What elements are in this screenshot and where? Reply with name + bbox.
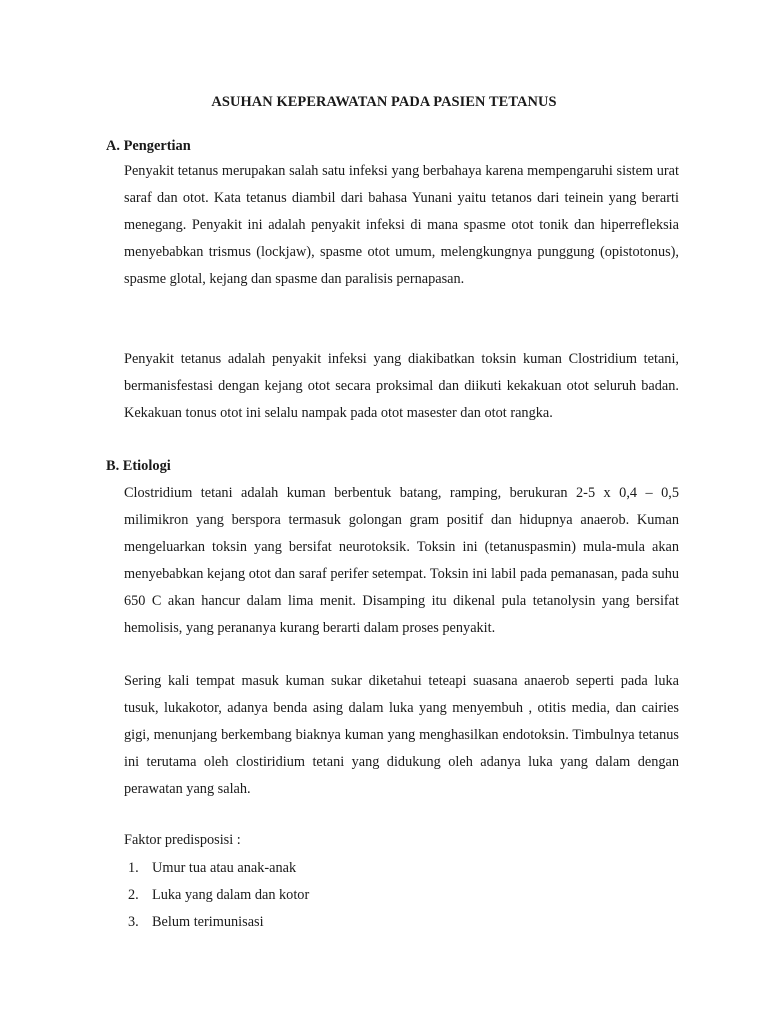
list-intro: Faktor predisposisi : [124,832,241,848]
list-item-text: Belum terimunisasi [152,914,264,930]
section-heading-pengertian: A. Pengertian [106,138,191,154]
document-title: ASUHAN KEPERAWATAN PADA PASIEN TETANUS [211,94,557,110]
list-item-number: 2. [128,887,139,903]
list-item-text: Luka yang dalam dan kotor [152,887,310,903]
paragraph-pengertian-2: Penyakit tetanus adalah penyakit infeksi yang diakibatkan toksin kuman Clostridium tetani, bermanisfestasi dengan kejang otot secara proksimal dan diikuti kekakuan otot seluruh badan. Kekakuan tonus otot ini selalu nampak pada otot masester dan otot rangka. [124,351,679,421]
list-item [124,858,296,878]
paragraph-etiologi-2: Sering kali tempat masuk kuman sukar diketahui teteapi suasana anaerob seperti pada luka tusuk, lukakotor, adanya benda asing dalam luka yang menyembuh , otitis media, dan cairies gigi, menunjang berkembang biaknya kuman yang menghasilkan endotoksin. Timbulnya tetanus ini terutama oleh clostiridium tetani yang didukung oleh adanya luka yang dalam dengan perawatan yang salah. [124,673,679,797]
list-item-number: 1. [128,860,139,876]
list-item [124,885,309,905]
paragraph-etiologi-1: Clostridium tetani adalah kuman berbentuk batang, ramping, berukuran 2-5 x 0,4 – 0,5 milimikron yang berspora termasuk golongan gram positif dan hidupnya anaerob. Kuman mengeluarkan toksin yang bersifat neurotoksik. Toksin ini (tetanuspasmin) mula-mula akan menyebabkan kejang otot dan saraf perifer setempat. Toksin ini labil pada pemanasan, pada suhu 650 C akan hancur dalam lima menit. Disamping itu dikenal pula tetanolysin yang bersifat hemolisis, yang perananya kurang berarti dalam proses penyakit. [124,485,679,636]
paragraph-pengertian-1: Penyakit tetanus merupakan salah satu infeksi yang berbahaya karena mempengaruhi sistem urat saraf dan otot. Kata tetanus diambil dari bahasa Yunani yaitu tetanos dari teinein yang berarti menegang. Penyakit ini adalah penyakit infeksi di mana spasme otot tonik dan hiperrefleksia menyebabkan trismus (lockjaw), spasme otot umum, melengkungnya punggung (opistotonus), spasme glotal, kejang dan spasme dan paralisis pernapasan. [124,163,679,287]
section-heading-etiologi: B. Etiologi [106,458,171,474]
list-item-text: Umur tua atau anak-anak [152,860,297,876]
list-item-number: 3. [128,914,139,930]
list-item [124,912,264,932]
